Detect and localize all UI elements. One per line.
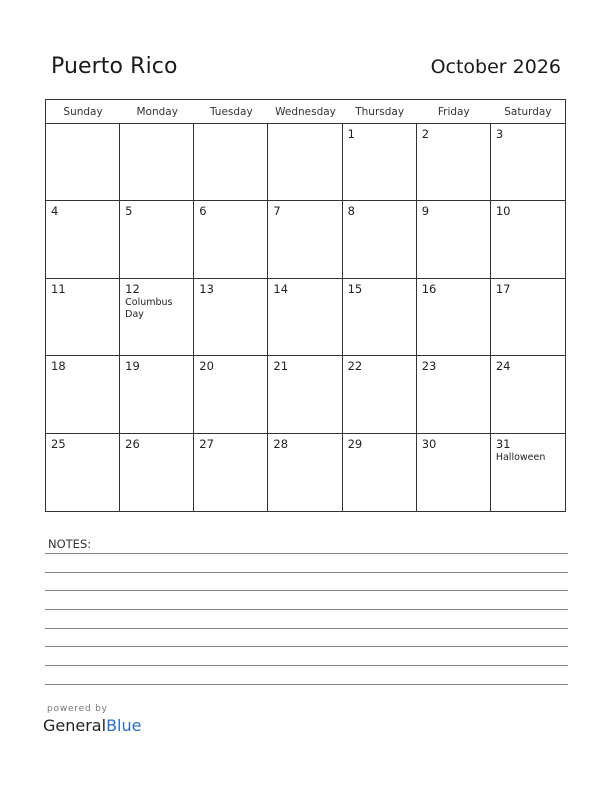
day-number: 19 [125,359,140,374]
weekday-header: Thursday [343,100,417,124]
note-line [45,665,568,666]
day-cell[interactable] [268,356,342,433]
day-cell[interactable] [417,201,491,278]
day-cell[interactable] [194,124,268,201]
day-number: 20 [199,359,214,374]
day-cell[interactable] [417,124,491,201]
day-number: 7 [273,204,281,219]
day-cell[interactable] [491,279,565,356]
holiday-label: Halloween [495,451,546,463]
day-number: 10 [495,204,511,219]
day-number: 8 [347,204,355,219]
note-line [45,590,568,591]
day-cell[interactable] [417,279,491,356]
powered-by-text: powered by [47,704,108,714]
brand-general: General [43,716,107,735]
day-cell[interactable] [120,356,194,433]
day-number: 17 [495,281,511,296]
note-line [45,646,568,647]
note-line [45,553,568,554]
weekday-header: Friday [417,100,491,124]
day-number: 31 [495,436,511,451]
calendar-grid [45,99,566,512]
day-cell[interactable] [46,434,120,511]
day-cell[interactable] [120,201,194,278]
day-number: 23 [421,359,437,374]
day-number: 1 [347,127,355,141]
day-number: 15 [347,281,363,296]
day-number: 3 [495,127,504,141]
day-cell[interactable] [343,356,417,433]
holiday-label: Columbus Day [125,296,173,320]
day-number: 12 [125,281,140,296]
day-number: 28 [273,436,289,451]
day-cell[interactable] [46,279,120,356]
brand-logo[interactable] [43,716,141,735]
weekday-header: Sunday [46,100,120,124]
brand-blue: Blue [106,716,142,735]
day-number: 30 [421,436,437,451]
day-cell[interactable] [194,434,268,511]
day-number: 2 [421,127,430,141]
day-cell[interactable] [120,434,194,511]
day-number: 27 [199,436,214,451]
note-line [45,609,568,610]
day-number: 9 [421,204,430,219]
notes-label: NOTES: [48,537,92,551]
day-number: 18 [51,359,66,374]
day-number: 13 [199,281,214,296]
day-cell[interactable] [343,434,417,511]
day-cell[interactable] [417,356,491,433]
day-cell[interactable] [491,356,565,433]
day-cell[interactable] [46,124,120,201]
weekday-header: Saturday [491,100,565,124]
weekday-header: Wednesday [268,100,342,124]
day-number: 14 [273,281,289,296]
region-title: Puerto Rico [51,54,178,79]
day-cell[interactable] [491,434,565,511]
day-cell[interactable] [268,434,342,511]
day-cell[interactable] [268,279,342,356]
note-line [45,572,568,573]
day-cell[interactable] [194,201,268,278]
month-title: October 2026 [430,56,561,78]
day-number: 24 [495,359,511,374]
day-cell[interactable] [268,201,342,278]
note-line [45,628,568,629]
day-number: 26 [125,436,140,451]
weekday-header: Tuesday [194,100,268,124]
day-cell[interactable] [491,201,565,278]
day-cell[interactable] [120,279,194,356]
day-cell[interactable] [343,201,417,278]
day-number: 5 [125,204,133,219]
day-number: 22 [347,359,363,374]
day-cell[interactable] [343,279,417,356]
day-number: 16 [421,281,437,296]
day-number: 29 [347,436,363,451]
day-cell[interactable] [120,124,194,201]
day-number: 11 [51,281,66,296]
day-number: 6 [199,204,207,219]
note-line [45,684,568,685]
day-cell[interactable] [46,201,120,278]
day-cell[interactable] [417,434,491,511]
day-cell[interactable] [268,124,342,201]
day-cell[interactable] [491,124,565,201]
day-number: 21 [273,359,289,374]
weekday-header: Monday [120,100,194,124]
day-cell[interactable] [343,124,417,201]
day-number: 25 [51,436,66,451]
day-cell[interactable] [46,356,120,433]
day-number: 4 [51,204,59,219]
day-cell[interactable] [194,356,268,433]
day-cell[interactable] [194,279,268,356]
